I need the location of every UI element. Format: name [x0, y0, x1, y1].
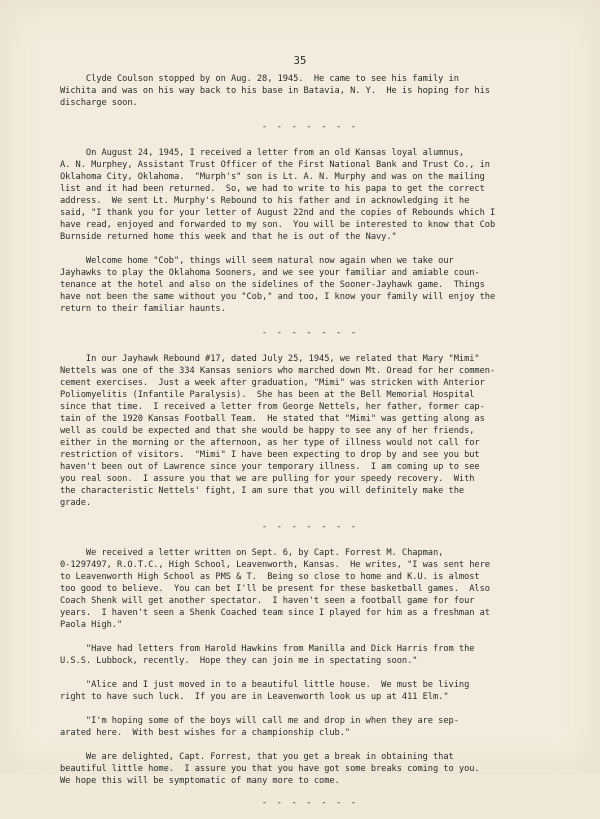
text-line: Paola High.": [60, 620, 123, 630]
text-line: to Leavenworth High School as PMS & T. Being so close to home and K.U. is almost: [60, 572, 480, 582]
text-line: right to have such luck. If you are in Leavenworth look us up at 411 Elm.": [60, 692, 449, 702]
text-line: grade.: [60, 498, 92, 508]
text-line: either in the morning or the afternoon, as her type of illness would not call for: [60, 438, 480, 448]
text-line: U.S.S. Lubbock, recently. Hope they can join me in spectating soon.": [60, 656, 418, 666]
text-line: Clyde Coulson stopped by on Aug. 28, 1945. He came to see his family in: [60, 74, 459, 84]
text-line: well as could be expected and that she would be happy to see any of her friends,: [60, 426, 475, 436]
paragraph: [60, 679, 560, 703]
text-line: beautiful little home. I assure you that you have got some breaks coming to you.: [60, 764, 480, 774]
text-line: Wichita and was on his way back to his base in Batavia, N. Y. He is hoping for his: [60, 86, 490, 96]
section-separator: - - - - - - -: [261, 122, 359, 132]
section-separator: - - - - - - -: [261, 798, 359, 808]
section-separator: - - - - - - -: [261, 328, 359, 338]
paragraph: [60, 643, 560, 667]
text-line: have not been the same without you "Cob," and too, I know your family will enjoy the: [60, 292, 496, 302]
text-line: have read, enjoyed and forwarded to my son. You will be interested to know that Cob: [60, 220, 496, 230]
text-line: the characteristic Nettels' fight, I am sure that you will definitely make the: [60, 486, 465, 496]
text-line: haven't been out of Lawrence since your temporary illness. I am coming up to see: [60, 462, 480, 472]
text-line: address. We sent Lt. Murphy's Rebound to his father and in acknowledging it he: [60, 196, 470, 206]
text-line: Welcome home "Cob", things will seem natural now again when we take our: [60, 256, 454, 266]
text-line: return to their familiar haunts.: [60, 304, 226, 314]
text-line: We received a letter written on Sept. 6, by Capt. Forrest M. Chapman,: [60, 548, 444, 558]
text-line: Oklahoma City, Oklahoma. "Murph's" son is Lt. A. N. Murphy and was on the mailing: [60, 172, 485, 182]
text-line: Coach Shenk will get another spectator. I haven't seen a football game for four: [60, 596, 475, 606]
text-line: Nettels was one of the 334 Kansas seniors who marched down Mt. Oread for her commen-: [60, 366, 496, 376]
paragraph: [60, 147, 560, 243]
text-line: years. I haven't seen a Shenk Coached team since I played for him as a freshman at: [60, 608, 490, 618]
text-line: said, "I thank you for your letter of August 22nd and the copies of Rebounds which I: [60, 208, 496, 218]
paragraph: [60, 715, 560, 739]
text-line: In our Jayhawk Rebound #17, dated July 25, 1945, we related that Mary "Mimi": [60, 354, 480, 364]
text-line: "Alice and I just moved in to a beautiful little house. We must be living: [60, 680, 470, 690]
paragraph: [60, 353, 560, 509]
text-line: you real soon. I assure you that we are pulling for your speedy recovery. With: [60, 474, 475, 484]
page-number: 35: [293, 55, 307, 67]
text-line: arated here. With best wishes for a championship club.": [60, 728, 351, 738]
section-separator: - - - - - - -: [261, 522, 359, 532]
text-line: too good to believe. You can bet I'll be present for these basketball games. Also: [60, 584, 490, 594]
text-line: Burnside returned home this week and that he is out of the Navy.": [60, 232, 397, 242]
paragraph: [60, 73, 560, 109]
document-body: [60, 73, 560, 819]
text-line: restriction of visitors. "Mimi" I have been expecting to drop by and see you but: [60, 450, 480, 460]
text-line: cement exercises. Just a week after graduation, "Mimi" was stricken with Anterior: [60, 378, 485, 388]
text-line: "Have had letters from Harold Hawkins from Manilla and Dick Harris from the: [60, 644, 475, 654]
text-line: Jayhawks to play the Oklahoma Sooners, and we see your familiar and amiable coun-: [60, 268, 480, 278]
text-line: On August 24, 1945, I received a letter from an old Kansas loyal alumnus,: [60, 148, 465, 158]
text-line: A. N. Murphey, Assistant Trust Officer of the First National Bank and Trust Co., in: [60, 160, 490, 170]
text-line: tain of the 1920 Kansas Football Team. He stated that "Mimi" was getting along as: [60, 414, 485, 424]
text-line: 0-1297497, R.O.T.C., High School, Leavenworth, Kansas. He writes, "I was sent here: [60, 560, 490, 570]
text-line: Poliomyelitis (Infantile Paralysis). She has been at the Bell Memorial Hospital: [60, 390, 475, 400]
text-line: "I'm hoping some of the boys will call me and drop in when they are sep-: [60, 716, 459, 726]
paragraph: [60, 751, 560, 787]
text-line: discharge soon.: [60, 98, 138, 108]
paragraph: [60, 547, 560, 631]
text-line: tenance at the hotel and also on the sidelines of the Sooner-Jayhawk game. Things: [60, 280, 485, 290]
text-line: list and it had been returned. So, we had to write to his papa to get the correct: [60, 184, 485, 194]
text-line: We hope this will be symptomatic of many more to come.: [60, 776, 340, 786]
text-line: We are delighted, Capt. Forrest, that you get a break in obtaining that: [60, 752, 454, 762]
paragraph: [60, 255, 560, 315]
text-line: since that time. I received a letter from George Nettels, her father, former cap-: [60, 402, 485, 412]
